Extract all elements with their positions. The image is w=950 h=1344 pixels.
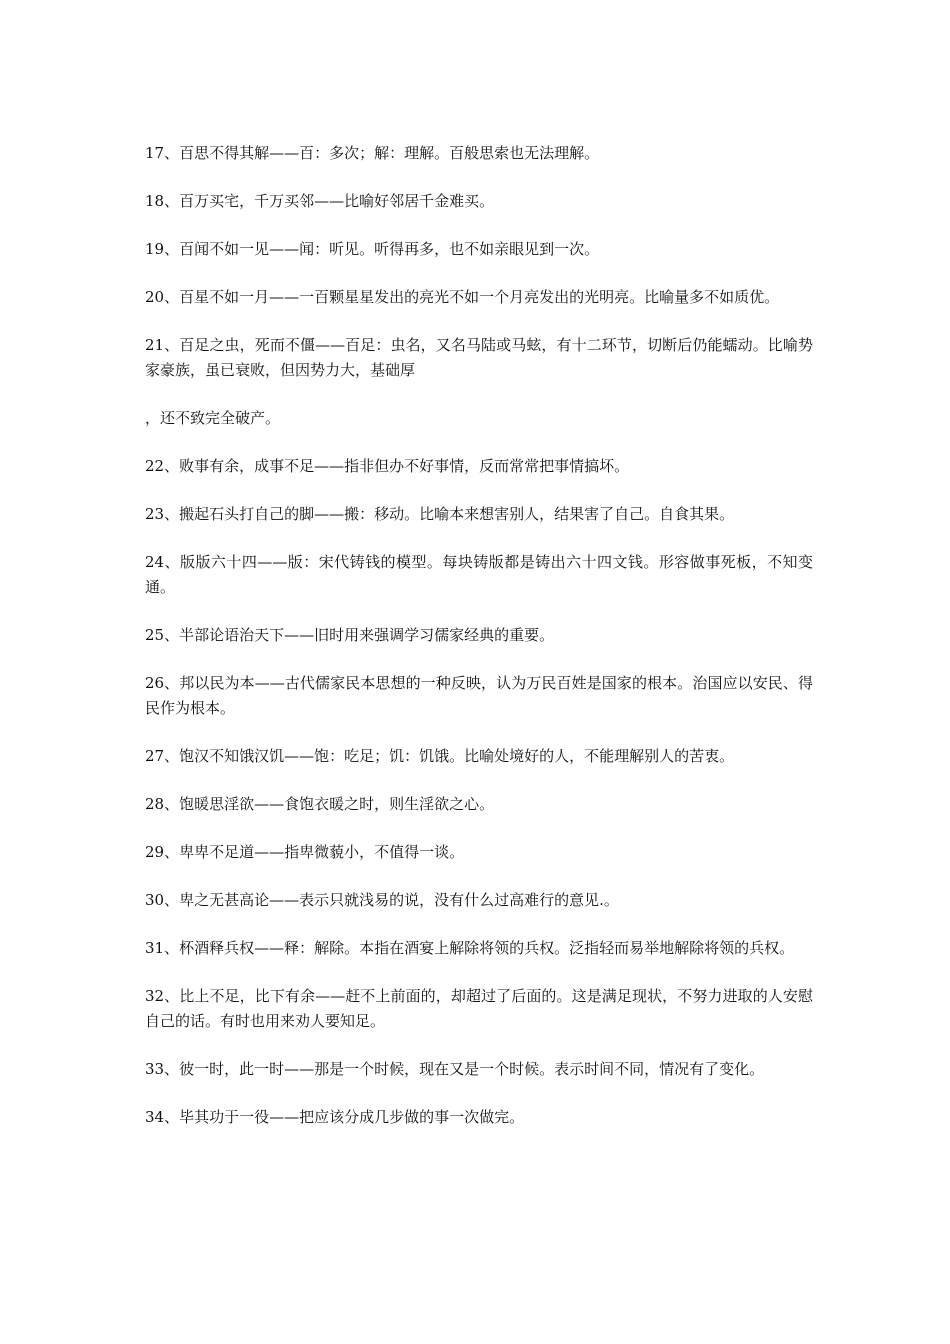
idiom-entry-23: 23、搬起石头打自己的脚——搬：移动。比喻本来想害别人，结果害了自己。自食其果。 bbox=[145, 505, 735, 523]
idiom-entry-list bbox=[145, 141, 813, 1153]
idiom-entry-25: 25、半部论语治天下——旧时用来强调学习儒家经典的重要。 bbox=[145, 626, 555, 644]
idiom-entry-28: 28、饱暖思淫欲——食饱衣暖之时，则生淫欲之心。 bbox=[145, 795, 495, 813]
idiom-entry-20: 20、百星不如一月——一百颗星星发出的亮光不如一个月亮发出的光明亮。比喻量多不如质优。 bbox=[145, 288, 780, 306]
idiom-entry-29: 29、卑卑不足道——指卑微藐小，不值得一谈。 bbox=[145, 843, 465, 861]
idiom-entry-19: 19、百闻不如一见——闻：听见。听得再多，也不如亲眼见到一次。 bbox=[145, 240, 600, 258]
idiom-entry-32: 32、比上不足，比下有余——赶不上前面的，却超过了后面的。这是满足现状，不努力进取的人安慰自己的话。有时也用来劝人要知足。 bbox=[145, 987, 813, 1030]
idiom-entry-17: 17、百思不得其解——百：多次；解：理解。百般思索也无法理解。 bbox=[145, 144, 600, 162]
idiom-entry-22: 22、败事有余，成事不足——指非但办不好事情，反而常常把事情搞坏。 bbox=[145, 457, 630, 475]
idiom-entry-34: 34、毕其功于一役——把应该分成几步做的事一次做完。 bbox=[145, 1108, 525, 1126]
idiom-entry-26: 26、邦以民为本——古代儒家民本思想的一种反映，认为万民百姓是国家的根本。治国应以安民、得民作为根本。 bbox=[145, 674, 813, 717]
idiom-entry-24: 24、版版六十四——版：宋代铸钱的模型。每块铸版都是铸出六十四文钱。形容做事死板，不知变通。 bbox=[145, 553, 813, 596]
idiom-entry-18: 18、百万买宅，千万买邻——比喻好邻居千金难买。 bbox=[145, 192, 495, 210]
idiom-entry-33: 33、彼一时，此一时——那是一个时候，现在又是一个时候。表示时间不同，情况有了变化。 bbox=[145, 1060, 765, 1078]
idiom-entry-31: 31、杯酒释兵权——释：解除。本指在酒宴上解除将领的兵权。泛指轻而易举地解除将领的兵权。 bbox=[145, 939, 795, 957]
idiom-entry-21-continuation: ，还不致完全破产。 bbox=[145, 409, 281, 427]
idiom-entry-27: 27、饱汉不知饿汉饥——饱：吃足；饥：饥饿。比喻处境好的人，不能理解别人的苦衷。 bbox=[145, 747, 735, 765]
idiom-entry-30: 30、卑之无甚高论——表示只就浅易的说，没有什么过高难行的意见.。 bbox=[145, 891, 619, 909]
idiom-entry-21: 21、百足之虫，死而不僵——百足：虫名，又名马陆或马蚿，有十二环节，切断后仍能蠕动。比喻势家豪族，虽已衰败，但因势力大，基础厚 bbox=[145, 336, 813, 379]
